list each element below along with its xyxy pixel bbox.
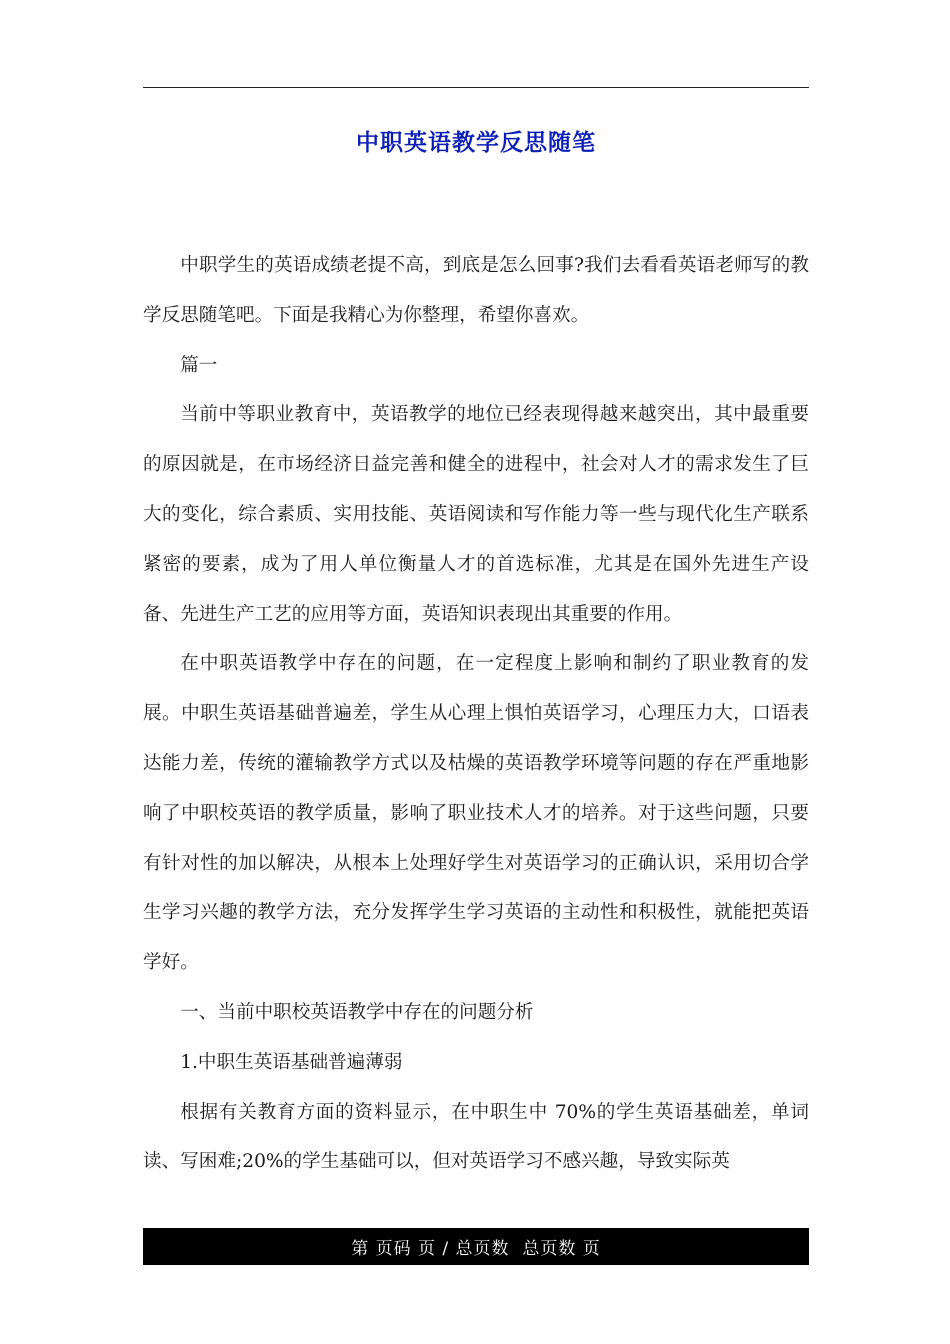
intro-paragraph: 中职学生的英语成绩老提不高，到底是怎么回事?我们去看看英语老师写的教学反思随笔吧。下面是我精心为你整理，希望你喜欢。 — [143, 255, 809, 326]
page-footer — [143, 1228, 809, 1265]
section-label: 篇一 — [180, 354, 218, 376]
section-heading: 一、当前中职校英语教学中存在的问题分析 — [180, 1001, 534, 1023]
body-paragraph: 根据有关教育方面的资料显示，在中职生中 70%的学生英语基础差，单词读、写困难;20%的学生基础可以，但对英语学习不感兴趣，导致实际英 — [143, 1101, 809, 1173]
body-paragraph: 在中职英语教学中存在的问题，在一定程度上影响和制约了职业教育的发展。中职生英语基础普遍差，学生从心理上惧怕英语学习，心理压力大，口语表达能力差，传统的灌输教学方式以及枯燥的英语教学环境等问题的存在严重地影响了中职校英语的教学质量，影响了职业技术人才的培养。对于这些问题，只要有针对性的加以解决，从根本上处理好学生对英语学习的正确认识，采用切合学生学习兴趣的教学方法，充分发挥学生学习英语的主动性和积极性，就能把英语学好。 — [143, 653, 809, 974]
document-title: 中职英语教学反思随笔 — [356, 130, 596, 156]
page-number-text: 第 页码 页 / 总页数 总页数 页 — [351, 1239, 601, 1259]
subsection-heading: 1.中职生英语基础普遍薄弱 — [180, 1051, 403, 1073]
header-rule — [143, 87, 809, 88]
document-body — [143, 241, 809, 1187]
body-paragraph: 当前中等职业教育中，英语教学的地位已经表现得越来越突出，其中最重要的原因就是，在市场经济日益完善和健全的进程中，社会对人才的需求发生了巨大的变化，综合素质、实用技能、英语阅读和写作能力等一些与现代化生产联系紧密的要素，成为了用人单位衡量人才的首选标准，尤其是在国外先进生产设备、先进生产工艺的应用等方面，英语知识表现出其重要的作用。 — [143, 404, 809, 625]
